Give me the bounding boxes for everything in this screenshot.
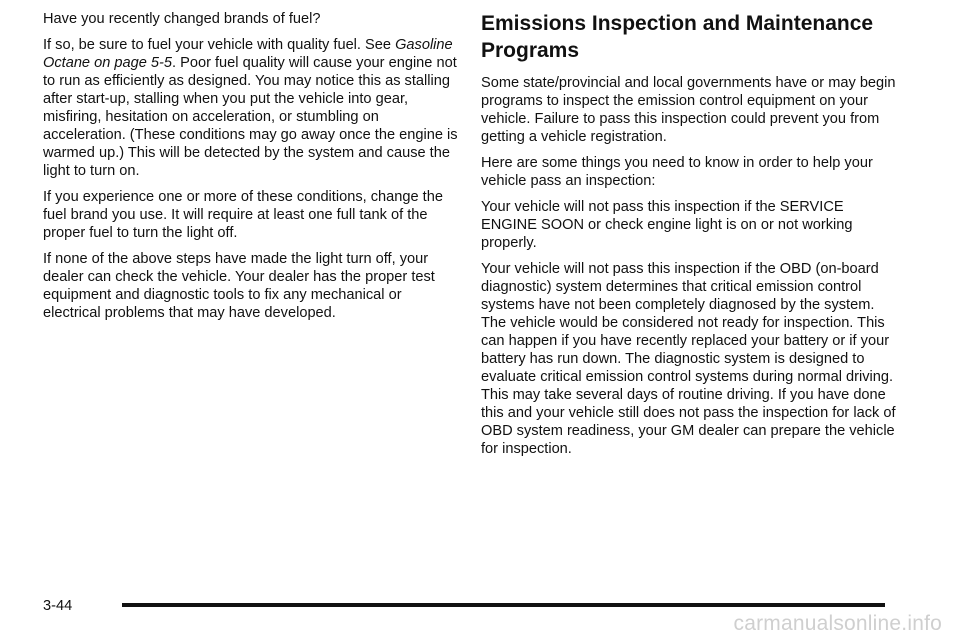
page-number: 3-44 (43, 598, 73, 614)
programs-intro-paragraph: Some state/provincial and local governments have or may begin programs to inspect the emission control equipment on your vehicle. Failure to pass this inspection could prevent you from getting a vehicle registration. (481, 75, 896, 145)
section-heading: Emissions Inspection and Maintenance Programs (481, 12, 874, 62)
service-light-paragraph: Your vehicle will not pass this inspection if the SERVICE ENGINE SOON or check engine light is on or not working properly. (481, 199, 853, 251)
footer-rule (122, 603, 885, 607)
things-to-know-paragraph: Here are some things you need to know in order to help your vehicle pass an inspection: (481, 155, 873, 189)
left-column (43, 10, 459, 330)
gasoline-octane-reference: Gasoline Octane on page 5-5 (43, 37, 453, 71)
change-fuel-paragraph: If you experience one or more of these conditions, change the fuel brand you use. It will require at least one full tank of the proper fuel to turn the light off. (43, 189, 443, 241)
dealer-check-paragraph: If none of the above steps have made the light turn off, your dealer can check the vehicle. Your dealer has the proper test equipment and diagnostic tools to fix any mechanical or electrical problems that may have developed. (43, 251, 435, 321)
fuel-quality-text-end: . Poor fuel quality will cause your engine not to run as efficiently as designed. You may notice this as stalling after start-up, stalling when you put the vehicle into gear, misfiring, hesitation on acceleration, or stumbling on acceleration. (These conditions may go away once the engine is warmed up.) This will be detected by the system and cause the light to turn on. (43, 55, 458, 179)
obd-readiness-paragraph: Your vehicle will not pass this inspection if the OBD (on-board diagnostic) system determines that critical emission control systems have not been completely diagnosed by the system. The vehicle would be considered not ready for inspection. This can happen if you have recently replaced your battery or if your battery has run down. The diagnostic system is designed to evaluate critical emission control systems during normal driving. This may take several days of routine driving. If you have done this and your vehicle still does not pass the inspection for lack of OBD system readiness, your GM dealer can prepare the vehicle for inspection. (481, 261, 896, 457)
fuel-question: Have you recently changed brands of fuel? (43, 11, 321, 27)
fuel-quality-text-start: If so, be sure to fuel your vehicle with quality fuel. See (43, 37, 396, 53)
site-watermark: carmanualsonline.info (733, 612, 942, 635)
right-column (481, 10, 901, 466)
fuel-quality-paragraph (43, 36, 459, 180)
